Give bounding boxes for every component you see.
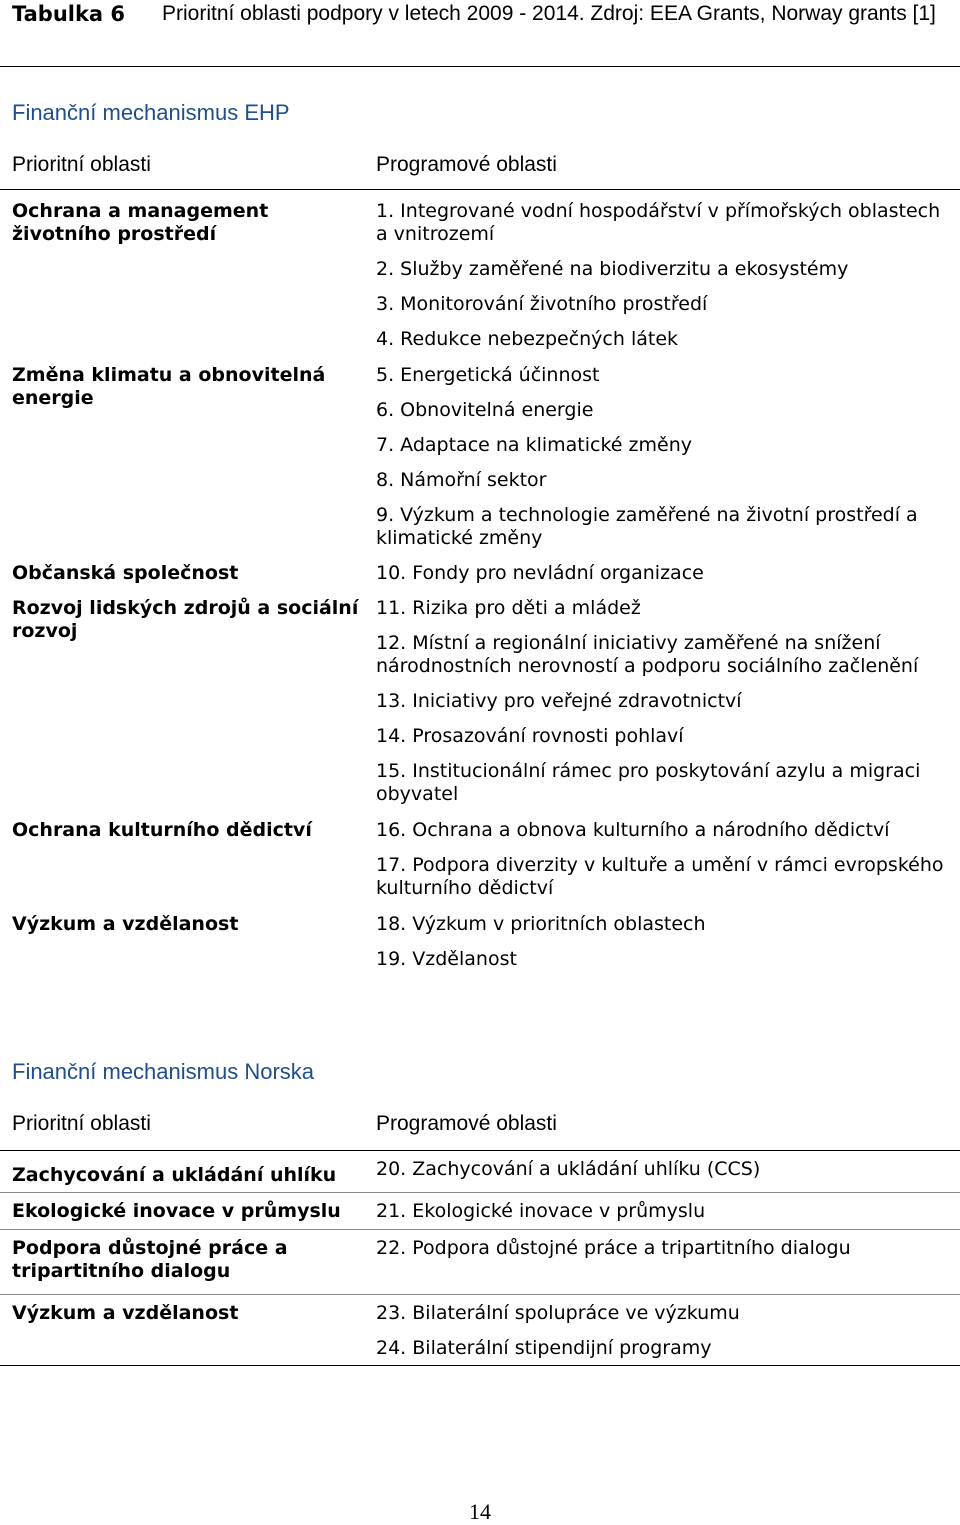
program-item: 13. Iniciativy pro veřejné zdravotnictví	[376, 690, 742, 712]
norway-group-row	[0, 1158, 960, 1193]
norway-header-rule	[0, 1150, 960, 1151]
program-list	[376, 597, 951, 818]
program-list	[376, 1200, 951, 1235]
program-item: 14. Prosazování rovnosti pohlaví	[376, 725, 684, 747]
eea-col-program: Programové oblasti	[376, 153, 557, 176]
priority-area: Ochrana kulturního dědictví	[12, 819, 312, 841]
priority-area: Zachycování a ukládání uhlíku	[12, 1164, 337, 1186]
priority-area: Ochrana a management životního prostředí	[12, 200, 269, 245]
program-item: 3. Monitorování životního prostředí	[376, 293, 708, 315]
program-item: 12. Místní a regionální iniciativy zaměřené na snížení národnostních nerovností a podporu sociálního začlenění	[376, 632, 919, 677]
priority-area: Občanská společnost	[12, 562, 239, 584]
table-caption-text: Prioritní oblasti podpory v letech 2009 - 2014. Zdroj: EEA Grants, Norway grants [1]	[162, 2, 936, 25]
program-item: 17. Podpora diverzity v kultuře a umění v rámci evropského kulturního dědictví	[376, 854, 944, 899]
program-item: 21. Ekologické inovace v průmyslu	[376, 1200, 706, 1222]
program-item: 15. Institucionální rámec pro poskytování azylu a migraci obyvatel	[376, 760, 921, 805]
priority-area: Změna klimatu a obnovitelná energie	[12, 364, 326, 409]
program-item: 1. Integrované vodní hospodářství v přímořských oblastech a vnitrozemí	[376, 200, 941, 245]
eea-col-priority: Prioritní oblasti	[12, 153, 151, 176]
norway-group-row	[0, 1200, 960, 1230]
program-item: 8. Námořní sektor	[376, 469, 547, 491]
norway-group-row	[0, 1237, 960, 1295]
program-list	[376, 1237, 951, 1272]
program-list	[376, 1158, 951, 1193]
norway-col-priority: Prioritní oblasti	[12, 1112, 151, 1135]
program-list	[376, 913, 951, 983]
program-item: 20. Zachycování a ukládání uhlíku (CCS)	[376, 1158, 761, 1180]
priority-area: Ekologické inovace v průmyslu	[12, 1200, 341, 1222]
priority-area: Výzkum a vzdělanost	[12, 1302, 239, 1324]
caption-rule	[0, 66, 960, 67]
priority-area: Výzkum a vzdělanost	[12, 913, 239, 935]
program-list	[376, 200, 951, 363]
priority-area: Rozvoj lidských zdrojů a sociální rozvoj	[12, 597, 359, 642]
program-item: 18. Výzkum v prioritních oblastech	[376, 913, 706, 935]
page-number: 14	[469, 1499, 491, 1524]
program-item: 23. Bilaterální spolupráce ve výzkumu	[376, 1302, 740, 1324]
norway-section-title: Finanční mechanismus Norska	[12, 1059, 315, 1084]
eea-section-title: Finanční mechanismus EHP	[12, 100, 290, 125]
program-item: 24. Bilaterální stipendijní programy	[376, 1337, 712, 1359]
program-list	[376, 364, 951, 562]
program-list	[376, 562, 951, 597]
priority-area: Podpora důstojné práce a tripartitního dialogu	[12, 1237, 288, 1282]
program-item: 4. Redukce nebezpečných látek	[376, 328, 679, 350]
eea-header-rule	[0, 189, 960, 190]
program-item: 2. Služby zaměřené na biodiverzitu a ekosystémy	[376, 258, 849, 280]
program-list	[376, 819, 951, 912]
program-item: 7. Adaptace na klimatické změny	[376, 434, 692, 456]
norway-col-program: Programové oblasti	[376, 1112, 557, 1135]
program-item: 11. Rizika pro děti a mládež	[376, 597, 641, 619]
program-item: 6. Obnovitelná energie	[376, 399, 594, 421]
program-item: 16. Ochrana a obnova kulturního a národního dědictví	[376, 819, 890, 841]
program-list	[376, 1302, 951, 1372]
program-item: 22. Podpora důstojné práce a tripartitního dialogu	[376, 1237, 851, 1259]
program-item: 5. Energetická účinnost	[376, 364, 600, 386]
program-item: 10. Fondy pro nevládní organizace	[376, 562, 704, 584]
program-item: 9. Výzkum a technologie zaměřené na životní prostředí a klimatické změny	[376, 504, 918, 549]
program-item: 19. Vzdělanost	[376, 948, 517, 970]
table-label: Tabulka 6	[12, 2, 126, 26]
norway-bottom-rule	[0, 1365, 960, 1366]
